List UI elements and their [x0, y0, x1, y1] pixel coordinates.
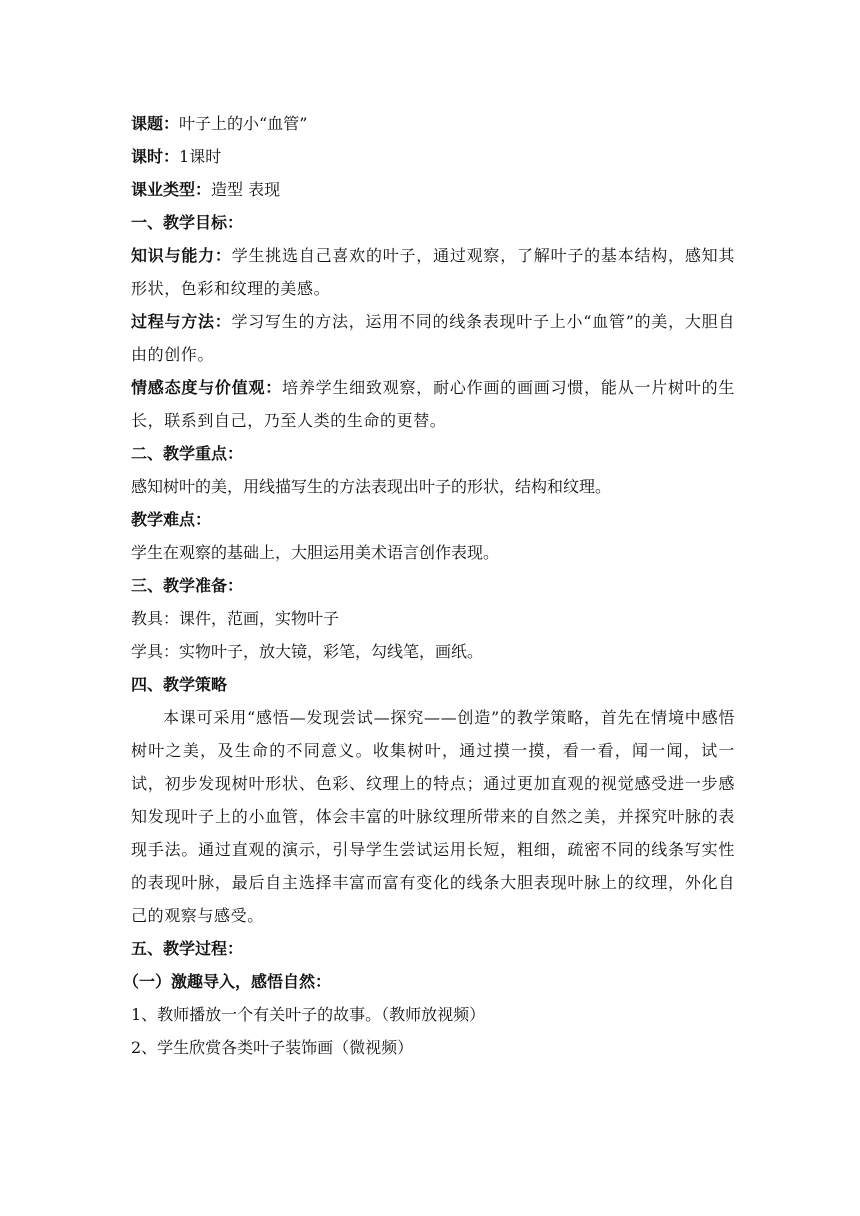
goals-heading: 一、教学目标：	[131, 213, 244, 232]
difficulty-text: 学生在观察的基础上，大胆运用美术语言创作表现。	[131, 543, 500, 562]
topic-line	[131, 107, 735, 140]
document-page	[123, 107, 735, 1064]
strategy-heading: 四、教学策略	[131, 675, 228, 694]
knowledge-label: 知识与能力：	[131, 246, 232, 265]
process-item-1: 1、教师播放一个有关叶子的故事。（教师放视频）	[131, 1005, 486, 1024]
topic-value: 叶子上的小“血管”	[179, 114, 308, 133]
type-line	[131, 173, 735, 206]
emotion-paragraph	[131, 371, 735, 437]
student-tools: 学具：实物叶子，放大镜，彩笔，勾线笔，画纸。	[131, 642, 484, 661]
preparation-heading: 三、教学准备：	[131, 576, 244, 595]
teacher-tools: 教具：课件，范画，实物叶子	[131, 609, 340, 628]
difficulty-heading: 教学难点：	[131, 510, 212, 529]
type-value: 造型 表现	[211, 180, 281, 199]
process-label: 过程与方法：	[131, 312, 232, 331]
process-method-paragraph	[131, 305, 735, 371]
process-item-2: 2、学生欣赏各类叶子装饰画（微视频）	[131, 1038, 414, 1057]
key-points-heading: 二、教学重点：	[131, 444, 244, 463]
topic-label: 课题：	[131, 114, 180, 133]
key-points-text: 感知树叶的美，用线描写生的方法表现出叶子的形状，结构和纹理。	[131, 477, 612, 496]
hours-label: 课时：	[131, 147, 180, 166]
knowledge-text: 学生挑选自己喜欢的叶子，通过观察，了解叶子的基本结构，感知其形状，色彩和纹理的美感。	[131, 246, 735, 298]
hours-value: 1课时	[179, 147, 222, 166]
process-heading: 五、教学过程：	[131, 939, 244, 958]
process-text: 学习写生的方法，运用不同的线条表现叶子上小“血管”的美，大胆自由的创作。	[131, 312, 735, 364]
strategy-paragraph: 本课可采用“感悟—发现尝试—探究——创造”的教学策略，首先在情境中感悟树叶之美，及生命的不同意义。收集树叶，通过摸一摸，看一看，闻一闻，试一试，初步发现树叶形状、色彩、纹理上的特点；通过更加直观的视觉感受进一步感知发现叶子上的小血管，体会丰富的叶脉纹理所带来的自然之美，并探究叶脉的表现手法。通过直观的演示，引导学生尝试运用长短，粗细，疏密不同的线条写实性的表现叶脉，最后自主选择丰富而富有变化的线条大胆表现叶脉上的纹理，外化自己的观察与感受。	[131, 708, 735, 925]
emotion-label: 情感态度与价值观：	[131, 378, 283, 397]
knowledge-paragraph	[131, 239, 735, 305]
type-label: 课业类型：	[131, 180, 212, 199]
hours-line	[131, 140, 735, 173]
emotion-text: 培养学生细致观察，耐心作画的画画习惯，能从一片树叶的生长，联系到自己，乃至人类的生命的更替。	[131, 378, 735, 430]
process-sub-heading: （一）激趣导入，感悟自然：	[123, 972, 332, 991]
